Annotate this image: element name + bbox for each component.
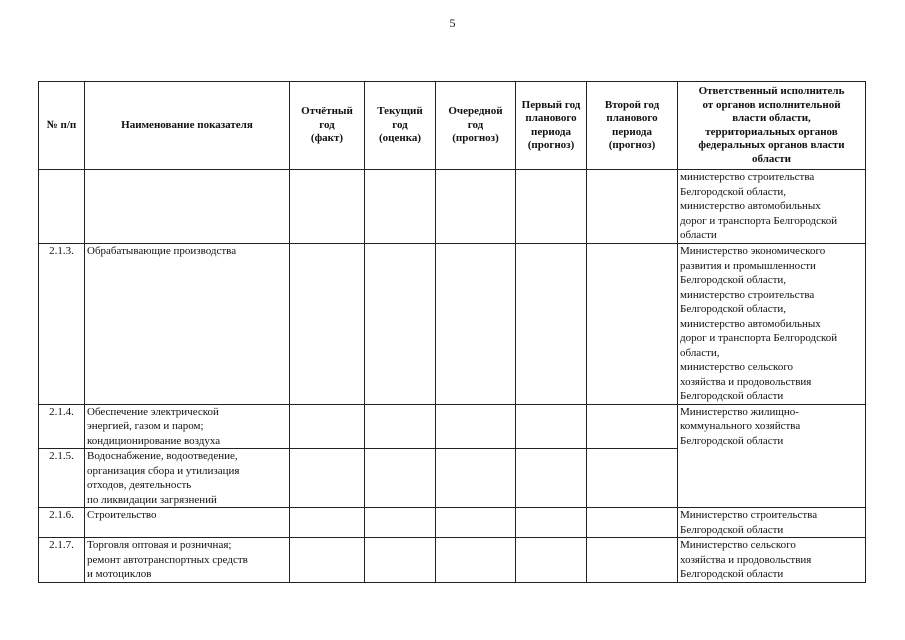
row-responsible: министерство строительства Белгородской области, министерство автомобильных дорог и транспорта Белгородской области [678, 170, 866, 244]
indicators-table [38, 81, 866, 583]
row-number: 2.1.7. [39, 538, 85, 583]
row-fact [290, 404, 365, 449]
row-responsible: Министерство жилищно- коммунального хозяйства Белгородской области [678, 404, 866, 508]
header-first-plan-year: Первый год планового периода (прогноз) [516, 82, 587, 170]
row-fact [290, 244, 365, 405]
row-first-plan-year [516, 449, 587, 508]
row-current [365, 449, 436, 508]
row-fact [290, 508, 365, 538]
row-responsible: Министерство строительства Белгородской области [678, 508, 866, 538]
row-name: Торговля оптовая и розничная; ремонт автотранспортных средств и мотоциклов [85, 538, 290, 583]
row-fact [290, 170, 365, 244]
row-responsible: Министерство сельского хозяйства и продовольствия Белгородской области [678, 538, 866, 583]
row-name: Обрабатывающие производства [85, 244, 290, 405]
row-first-plan-year [516, 404, 587, 449]
row-number: 2.1.3. [39, 244, 85, 405]
row-current [365, 404, 436, 449]
row-current [365, 170, 436, 244]
row-second-plan-year [587, 170, 678, 244]
row-number: 2.1.6. [39, 508, 85, 538]
row-first-plan-year [516, 538, 587, 583]
row-name: Строительство [85, 508, 290, 538]
header-num: № п/п [39, 82, 85, 170]
row-first-plan-year [516, 170, 587, 244]
row-next [436, 170, 516, 244]
row-responsible: Министерство экономического развития и промышленности Белгородской области, министерство строительства Белгородской области, министерство автомобильных дорог и транспорта Белгородской области, министерство сельского хозяйства и продовольствия Белгородской области [678, 244, 866, 405]
row-first-plan-year [516, 244, 587, 405]
table-row [39, 538, 866, 583]
row-fact [290, 538, 365, 583]
row-number: 2.1.5. [39, 449, 85, 508]
row-first-plan-year [516, 508, 587, 538]
header-next: Очередной год (прогноз) [436, 82, 516, 170]
table-row [39, 508, 866, 538]
row-current [365, 538, 436, 583]
row-name [85, 170, 290, 244]
row-second-plan-year [587, 244, 678, 405]
header-row [39, 82, 866, 170]
row-number [39, 170, 85, 244]
table-row [39, 244, 866, 405]
row-next [436, 508, 516, 538]
table-row [39, 404, 866, 449]
header-current: Текущий год (оценка) [365, 82, 436, 170]
row-name: Обеспечение электрической энергией, газом и паром; кондиционирование воздуха [85, 404, 290, 449]
row-second-plan-year [587, 538, 678, 583]
header-second-plan-year: Второй год планового периода (прогноз) [587, 82, 678, 170]
header-name: Наименование показателя [85, 82, 290, 170]
row-next [436, 244, 516, 405]
row-name: Водоснабжение, водоотведение, организация сбора и утилизация отходов, деятельность по ликвидации загрязнений [85, 449, 290, 508]
row-number: 2.1.4. [39, 404, 85, 449]
header-responsible: Ответственный исполнитель от органов исполнительной власти области, территориальных органов федеральных органов власти области [678, 82, 866, 170]
row-second-plan-year [587, 449, 678, 508]
row-second-plan-year [587, 508, 678, 538]
header-fact: Отчётный год (факт) [290, 82, 365, 170]
table-row [39, 170, 866, 244]
row-next [436, 538, 516, 583]
page-number: 5 [449, 16, 456, 30]
row-current [365, 508, 436, 538]
row-second-plan-year [587, 404, 678, 449]
row-fact [290, 449, 365, 508]
row-current [365, 244, 436, 405]
row-next [436, 404, 516, 449]
row-next [436, 449, 516, 508]
